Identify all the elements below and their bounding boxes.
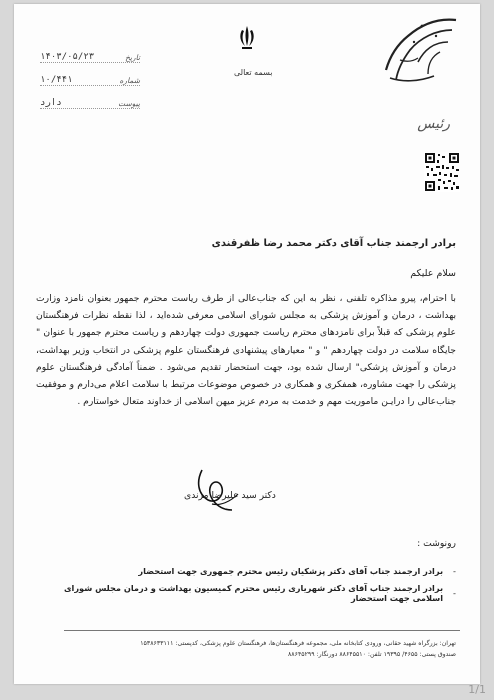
letter-page bbox=[14, 4, 480, 684]
signer-name: دکتر سید علیرضا مرندی bbox=[184, 490, 276, 501]
cc-dash: - bbox=[453, 588, 456, 598]
footer-divider bbox=[64, 630, 460, 631]
attachment-label: پیوست bbox=[118, 99, 140, 108]
academy-logo-icon bbox=[378, 12, 462, 90]
attachment-row bbox=[40, 88, 140, 109]
letter-body: با احترام، پیرو مذاکره تلفنی ، نظر به این که جناب‌عالی از طرف ریاست محترم جمهور بعنوان نامزد وزارت بهداشت ، درمان و آموزش پزشکی به مجلس شورای اسلامی معرفی شده‌اید ، لذا نقطه نظرات فرهنگستان علوم پزشکی که قبلاً برای نامزدهای محترم ریاست جمهوری دولت چهاردهم و ریاست محترم جمهور با عنوان " جایگاه سلامت در دولت چهاردهم " و " معیارهای پیشنهادی فرهنگستان علوم پزشکی در انتخاب وزیر بهداشت، درمان و آموزش پزشکی" ارسال شده بود، جهت استحضار تقدیم می‌شود . ضمناً آمادگی فرهنگستان علوم پزشکی را جهت مشاوره، همفکری و همکاری در خصوص موضوعات مرتبط با سلامت اعلام می‌دارم و موفقیت جناب‌عالی را درایـن ماموریت مهم و خدمت به مردم عزیز میهن اسلامی از خداوند متعال خواستارم . bbox=[36, 293, 456, 408]
date-row bbox=[40, 42, 140, 63]
greeting: سلام علیکم bbox=[410, 268, 456, 279]
letter-meta bbox=[40, 42, 140, 111]
cc-list bbox=[36, 560, 456, 604]
cc-item-text: برادر ارجمند جناب آقای دکتر شهریاری رئیس محترم کمیسیون بهداشت و درمان مجلس شورای اسلامی جهت استحضار bbox=[64, 583, 444, 603]
number-value: ۱۰/۴۴۱ bbox=[40, 75, 73, 85]
date-label: تاریخ bbox=[125, 53, 140, 62]
iran-emblem-icon bbox=[236, 24, 258, 50]
date-value: ۱۴۰۳/۰۵/۲۳ bbox=[40, 52, 95, 62]
recipient-line: برادر ارجمند جناب آقای دکتر محمد رضا ظفرقندی bbox=[211, 238, 456, 249]
footer-line-1: تهران: بزرگراه شهید حقانی، ورودی کتابخانه ملی، مجموعه فرهنگستان‌ها، فرهنگستان علوم پزشکی، کدپستی: ۱۵۳۸۶۳۳۱۱۱ bbox=[140, 640, 456, 647]
number-label: شماره bbox=[119, 76, 140, 85]
cc-title: رونوشت : bbox=[417, 538, 456, 549]
qr-code-icon bbox=[424, 152, 460, 192]
cc-dash: - bbox=[453, 566, 456, 576]
page-indicator: 1/1 bbox=[468, 683, 486, 696]
number-row bbox=[40, 65, 140, 86]
cc-item bbox=[36, 582, 456, 604]
office-title: رئیس bbox=[417, 116, 450, 132]
cc-item-text: برادر ارجمند جناب آقای دکتر پزشکیان رئیس محترم جمهوری جهت استحضار bbox=[138, 566, 444, 576]
basmala: بسمه تعالی bbox=[234, 68, 273, 77]
cc-item bbox=[36, 560, 456, 582]
footer-address bbox=[56, 638, 456, 660]
attachment-value: دارد bbox=[40, 98, 62, 108]
footer-line-2: صندوق پستی: ۴۶۵۵/ ۱۹۳۹۵ تلفن: ۸۸۶۴۵۵۱۰ دورنگار: ۸۸۶۴۵۲۹۹ bbox=[287, 651, 456, 658]
